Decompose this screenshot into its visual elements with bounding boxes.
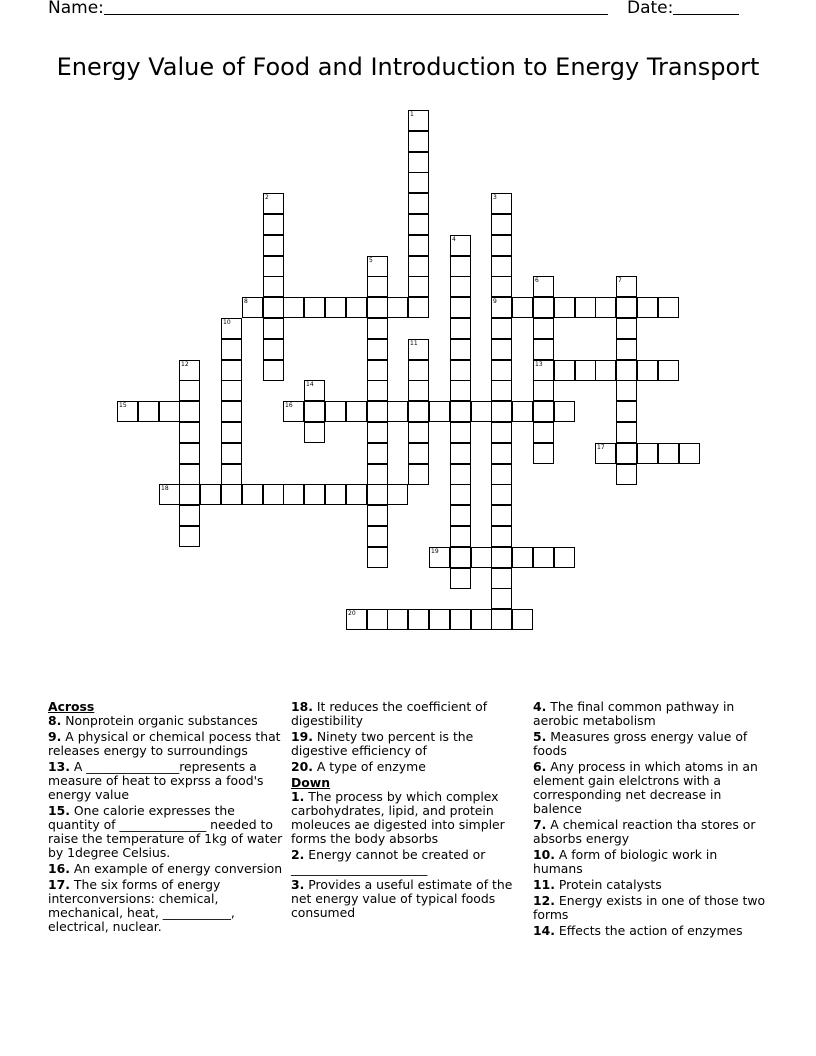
grid-cell[interactable] — [512, 609, 533, 630]
grid-cell[interactable] — [637, 360, 658, 381]
grid-cell[interactable] — [221, 484, 242, 505]
grid-cell[interactable] — [367, 401, 388, 422]
down-clue — [533, 878, 769, 892]
grid-cell[interactable] — [408, 110, 429, 131]
grid-cell[interactable] — [616, 318, 637, 339]
grid-cell[interactable] — [242, 484, 263, 505]
clue-text: A chemical reaction tha stores or absorbs energy — [533, 817, 756, 846]
grid-cell[interactable] — [616, 422, 637, 443]
grid-cell[interactable] — [179, 380, 200, 401]
down-clue — [533, 730, 769, 758]
grid-cell[interactable] — [450, 547, 471, 568]
grid-cell[interactable] — [408, 401, 429, 422]
grid-cell[interactable] — [346, 609, 367, 630]
grid-cell[interactable] — [533, 547, 554, 568]
clue-number-label: 16. — [48, 861, 70, 876]
down-clue — [533, 818, 769, 846]
grid-cell[interactable] — [325, 401, 346, 422]
clue-number: 14 — [306, 381, 314, 388]
clue-text: Protein catalysts — [554, 877, 662, 892]
grid-cell[interactable] — [221, 401, 242, 422]
grid-cell[interactable] — [450, 235, 471, 256]
clue-number-label: 7. — [533, 817, 547, 832]
grid-cell[interactable] — [221, 339, 242, 360]
clue-number-label: 15. — [48, 803, 70, 818]
grid-cell[interactable] — [616, 339, 637, 360]
grid-cell[interactable] — [408, 193, 429, 214]
across-clue — [291, 730, 527, 758]
grid-cell[interactable] — [616, 401, 637, 422]
grid-cell[interactable] — [533, 360, 554, 381]
grid-cell[interactable] — [408, 443, 429, 464]
clue-number: 19 — [431, 548, 439, 555]
grid-cell[interactable] — [616, 380, 637, 401]
grid-cell[interactable] — [637, 297, 658, 318]
across-clue — [48, 730, 284, 758]
grid-cell[interactable] — [429, 547, 450, 568]
grid-cell[interactable] — [179, 505, 200, 526]
grid-cell[interactable] — [221, 422, 242, 443]
grid-cell[interactable] — [491, 422, 512, 443]
grid-cell[interactable] — [387, 609, 408, 630]
grid-cell[interactable] — [450, 339, 471, 360]
grid-cell[interactable] — [533, 297, 554, 318]
clue-number: 20 — [348, 610, 356, 617]
date-label: Date: — [627, 0, 674, 18]
grid-cell[interactable] — [263, 256, 284, 277]
clue-text: A form of biologic work in humans — [533, 847, 718, 876]
grid-cell[interactable] — [450, 568, 471, 589]
grid-cell[interactable] — [325, 297, 346, 318]
grid-cell[interactable] — [408, 339, 429, 360]
grid-cell[interactable] — [263, 297, 284, 318]
clue-number-label: 8. — [48, 713, 62, 728]
clue-text: One calorie expresses the quantity of ______________ needed to raise the temperature of 1kg of water by 1degree Celsius. — [48, 803, 283, 860]
grid-cell[interactable] — [179, 422, 200, 443]
grid-cell[interactable] — [575, 360, 596, 381]
grid-cell[interactable] — [554, 547, 575, 568]
grid-cell[interactable] — [491, 484, 512, 505]
grid-cell[interactable] — [367, 256, 388, 277]
grid-cell[interactable] — [450, 464, 471, 485]
grid-cell[interactable] — [616, 464, 637, 485]
clue-number: 15 — [119, 402, 127, 409]
grid-cell[interactable] — [554, 401, 575, 422]
grid-cell[interactable] — [304, 401, 325, 422]
clue-text: The six forms of energy interconversions: chemical, mechanical, heat, ___________, electrical, nuclear. — [48, 877, 235, 934]
grid-cell[interactable] — [450, 484, 471, 505]
clue-number-label: 19. — [291, 729, 313, 744]
across-clue — [48, 862, 284, 876]
grid-cell[interactable] — [554, 360, 575, 381]
clue-text: A physical or chemical pocess that releases energy to surroundings — [48, 729, 281, 758]
grid-cell[interactable] — [491, 380, 512, 401]
clue-text: Measures gross energy value of foods — [533, 729, 748, 758]
down-clue — [291, 790, 527, 846]
grid-cell[interactable] — [575, 297, 596, 318]
down-clue — [533, 894, 769, 922]
grid-cell[interactable] — [179, 484, 200, 505]
clue-number-label: 13. — [48, 759, 70, 774]
across-clue — [48, 804, 284, 860]
grid-cell[interactable] — [283, 401, 304, 422]
grid-cell[interactable] — [616, 297, 637, 318]
grid-cell[interactable] — [200, 484, 221, 505]
grid-cell[interactable] — [491, 547, 512, 568]
clue-number-label: 17. — [48, 877, 70, 892]
clue-text: Provides a useful estimate of the net energy value of typical foods consumed — [291, 877, 513, 920]
grid-cell[interactable] — [450, 297, 471, 318]
grid-cell[interactable] — [367, 547, 388, 568]
grid-cell[interactable] — [346, 297, 367, 318]
grid-cell[interactable] — [491, 297, 512, 318]
clue-number-label: 11. — [533, 877, 555, 892]
clue-number-label: 9. — [48, 729, 62, 744]
grid-cell[interactable] — [179, 443, 200, 464]
grid-cell[interactable] — [554, 297, 575, 318]
grid-cell[interactable] — [408, 256, 429, 277]
clue-number-label: 4. — [533, 699, 547, 714]
grid-cell[interactable] — [408, 464, 429, 485]
grid-cell[interactable] — [637, 443, 658, 464]
grid-cell[interactable] — [283, 484, 304, 505]
clue-text: Effects the action of enzymes — [554, 923, 743, 938]
grid-cell[interactable] — [367, 484, 388, 505]
clue-number: 13 — [535, 361, 543, 368]
clue-text: A type of enzyme — [312, 759, 426, 774]
clue-number: 11 — [410, 340, 418, 347]
clue-number: 5 — [369, 257, 373, 264]
grid-cell[interactable] — [658, 297, 679, 318]
clue-number: 8 — [244, 298, 248, 305]
down-clue — [533, 848, 769, 876]
grid-cell[interactable] — [408, 360, 429, 381]
grid-cell[interactable] — [367, 360, 388, 381]
page-title: Energy Value of Food and Introduction to Energy Transport — [56, 53, 760, 81]
clue-text: Energy exists in one of those two forms — [533, 893, 766, 922]
clue-text: An example of energy conversion — [69, 861, 283, 876]
grid-cell[interactable] — [491, 526, 512, 547]
clue-number-label: 12. — [533, 893, 555, 908]
grid-cell[interactable] — [616, 276, 637, 297]
grid-cell[interactable] — [159, 484, 180, 505]
grid-cell[interactable] — [367, 443, 388, 464]
grid-cell[interactable] — [159, 401, 180, 422]
grid-cell[interactable] — [221, 318, 242, 339]
grid-cell[interactable] — [221, 464, 242, 485]
grid-cell[interactable] — [346, 401, 367, 422]
grid-cell[interactable] — [533, 401, 554, 422]
grid-cell[interactable] — [533, 339, 554, 360]
down-clue — [291, 878, 527, 920]
grid-cell[interactable] — [595, 297, 616, 318]
grid-cell[interactable] — [491, 360, 512, 381]
grid-cell[interactable] — [263, 193, 284, 214]
grid-cell[interactable] — [450, 526, 471, 547]
down-clue — [533, 924, 769, 938]
grid-cell[interactable] — [304, 380, 325, 401]
grid-cell[interactable] — [263, 360, 284, 381]
grid-cell[interactable] — [367, 526, 388, 547]
clue-number-label: 20. — [291, 759, 313, 774]
grid-cell[interactable] — [491, 443, 512, 464]
grid-cell[interactable] — [491, 401, 512, 422]
grid-cell[interactable] — [491, 568, 512, 589]
grid-cell[interactable] — [491, 464, 512, 485]
across-clue — [48, 714, 284, 728]
grid-cell[interactable] — [179, 360, 200, 381]
grid-cell[interactable] — [408, 235, 429, 256]
grid-cell[interactable] — [367, 464, 388, 485]
grid-cell[interactable] — [325, 484, 346, 505]
grid-cell[interactable] — [408, 131, 429, 152]
grid-cell[interactable] — [533, 276, 554, 297]
grid-cell[interactable] — [408, 276, 429, 297]
across-clue — [291, 760, 527, 774]
grid-cell[interactable] — [450, 276, 471, 297]
clue-number-label: 14. — [533, 923, 555, 938]
grid-cell[interactable] — [408, 152, 429, 173]
across-heading: Across — [48, 699, 95, 714]
grid-cell[interactable] — [491, 214, 512, 235]
across-clue — [48, 760, 284, 802]
grid-cell[interactable] — [179, 526, 200, 547]
clue-number-label: 10. — [533, 847, 555, 862]
grid-cell[interactable] — [533, 318, 554, 339]
grid-cell[interactable] — [263, 276, 284, 297]
grid-cell[interactable] — [679, 443, 700, 464]
grid-cell[interactable] — [533, 380, 554, 401]
grid-cell[interactable] — [471, 609, 492, 630]
clue-number: 6 — [535, 277, 539, 284]
down-clue — [533, 760, 769, 816]
grid-cell[interactable] — [491, 588, 512, 609]
grid-cell[interactable] — [533, 443, 554, 464]
grid-cell[interactable] — [387, 484, 408, 505]
grid-cell[interactable] — [450, 505, 471, 526]
grid-cell[interactable] — [367, 276, 388, 297]
grid-cell[interactable] — [450, 380, 471, 401]
clue-number: 10 — [223, 319, 231, 326]
grid-cell[interactable] — [304, 297, 325, 318]
grid-cell[interactable] — [450, 318, 471, 339]
grid-cell[interactable] — [595, 360, 616, 381]
clues-column-1 — [48, 700, 284, 936]
clues-column-3 — [533, 700, 769, 940]
grid-cell[interactable] — [512, 401, 533, 422]
grid-cell[interactable] — [429, 609, 450, 630]
across-clue — [291, 700, 527, 728]
grid-cell[interactable] — [450, 360, 471, 381]
grid-cell[interactable] — [616, 443, 637, 464]
grid-cell[interactable] — [367, 318, 388, 339]
grid-cell[interactable] — [408, 380, 429, 401]
down-clue — [291, 848, 527, 876]
grid-cell[interactable] — [491, 339, 512, 360]
grid-cell[interactable] — [138, 401, 159, 422]
clue-number: 1 — [410, 111, 414, 118]
grid-cell[interactable] — [221, 360, 242, 381]
grid-cell[interactable] — [408, 422, 429, 443]
grid-cell[interactable] — [263, 318, 284, 339]
clue-text: Energy cannot be created or ______________________ — [291, 847, 486, 876]
grid-cell[interactable] — [450, 443, 471, 464]
grid-cell[interactable] — [263, 484, 284, 505]
grid-cell[interactable] — [387, 401, 408, 422]
grid-cell[interactable] — [491, 609, 512, 630]
grid-cell[interactable] — [450, 422, 471, 443]
clue-text: Ninety two percent is the digestive efficiency of — [291, 729, 474, 758]
grid-cell[interactable] — [367, 339, 388, 360]
clue-number: 7 — [618, 277, 622, 284]
grid-cell[interactable] — [179, 401, 200, 422]
grid-cell[interactable] — [491, 505, 512, 526]
clue-number-label: 2. — [291, 847, 305, 862]
grid-cell[interactable] — [658, 360, 679, 381]
clue-number-label: 5. — [533, 729, 547, 744]
grid-cell[interactable] — [429, 401, 450, 422]
clue-number: 4 — [452, 236, 456, 243]
grid-cell[interactable] — [283, 297, 304, 318]
clue-number: 18 — [161, 485, 169, 492]
grid-cell[interactable] — [450, 256, 471, 277]
grid-cell[interactable] — [367, 609, 388, 630]
grid-cell[interactable] — [367, 297, 388, 318]
grid-cell[interactable] — [408, 609, 429, 630]
grid-cell[interactable] — [408, 172, 429, 193]
clue-number-label: 18. — [291, 699, 313, 714]
grid-cell[interactable] — [450, 609, 471, 630]
grid-cell[interactable] — [242, 297, 263, 318]
grid-cell[interactable] — [117, 401, 138, 422]
grid-cell[interactable] — [221, 380, 242, 401]
grid-cell[interactable] — [491, 276, 512, 297]
clue-text: The process by which complex carbohydrates, lipid, and protein moleuces ae digested into simpler forms the body absorbs — [291, 789, 505, 846]
grid-cell[interactable] — [512, 297, 533, 318]
grid-cell[interactable] — [263, 235, 284, 256]
grid-cell[interactable] — [221, 443, 242, 464]
grid-cell[interactable] — [616, 360, 637, 381]
clue-number: 17 — [597, 444, 605, 451]
down-clue — [533, 700, 769, 728]
clue-number: 12 — [181, 361, 189, 368]
clue-number: 3 — [493, 194, 497, 201]
grid-cell[interactable] — [263, 339, 284, 360]
grid-cell[interactable] — [658, 443, 679, 464]
grid-cell[interactable] — [304, 422, 325, 443]
grid-cell[interactable] — [491, 193, 512, 214]
grid-cell[interactable] — [408, 297, 429, 318]
across-clue — [48, 878, 284, 934]
clue-number-label: 3. — [291, 877, 305, 892]
clues-column-2 — [291, 700, 527, 922]
grid-cell[interactable] — [471, 401, 492, 422]
grid-cell[interactable] — [491, 318, 512, 339]
grid-cell[interactable] — [304, 484, 325, 505]
grid-cell[interactable] — [491, 235, 512, 256]
clue-number: 9 — [493, 298, 497, 305]
clue-number: 16 — [285, 402, 293, 409]
grid-cell[interactable] — [346, 484, 367, 505]
grid-cell[interactable] — [595, 443, 616, 464]
grid-cell[interactable] — [512, 547, 533, 568]
clue-number-label: 6. — [533, 759, 547, 774]
clue-text: It reduces the coefficient of digestibility — [291, 699, 488, 728]
clue-text: A _______________represents a measure of heat to exprss a food's energy value — [48, 759, 264, 802]
grid-cell[interactable] — [179, 464, 200, 485]
grid-cell[interactable] — [450, 401, 471, 422]
down-heading: Down — [291, 775, 331, 790]
clue-number-label: 1. — [291, 789, 305, 804]
grid-cell[interactable] — [408, 214, 429, 235]
clue-text: Nonprotein organic substances — [61, 713, 258, 728]
name-label: Name: — [48, 0, 104, 18]
grid-cell[interactable] — [471, 547, 492, 568]
grid-cell[interactable] — [367, 505, 388, 526]
grid-cell[interactable] — [367, 380, 388, 401]
clue-number: 2 — [265, 194, 269, 201]
grid-cell[interactable] — [533, 422, 554, 443]
grid-cell[interactable] — [387, 297, 408, 318]
grid-cell[interactable] — [367, 422, 388, 443]
grid-cell[interactable] — [491, 256, 512, 277]
grid-cell[interactable] — [263, 214, 284, 235]
clue-text: The final common pathway in aerobic metabolism — [533, 699, 735, 728]
clue-text: Any process in which atoms in an element gain elelctrons with a corresponding net decrease in balence — [533, 759, 758, 816]
